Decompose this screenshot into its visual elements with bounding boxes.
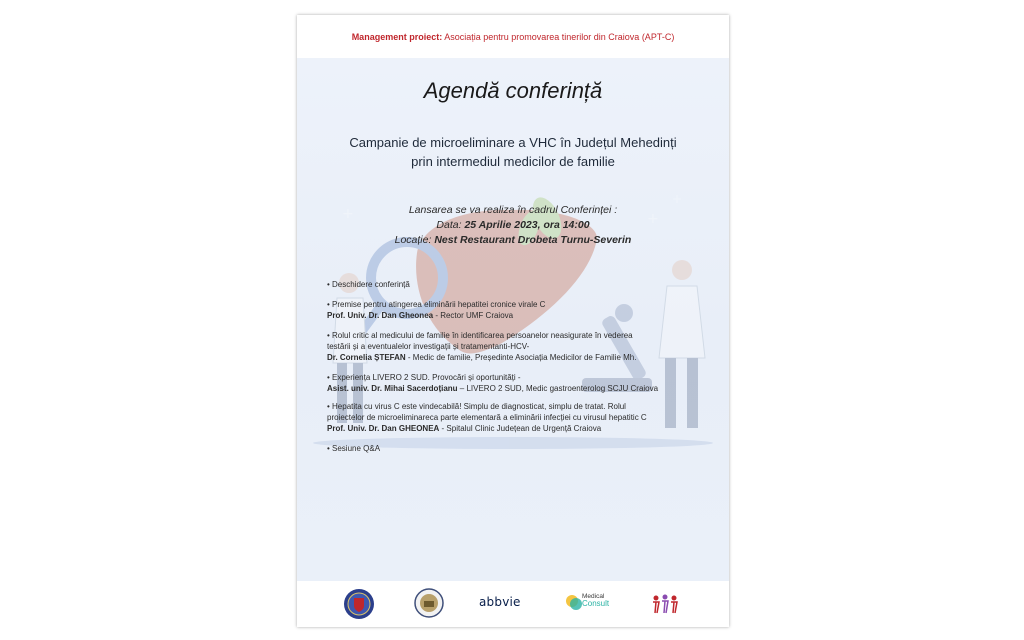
agenda-speaker-line [327, 310, 707, 321]
management-line [297, 32, 729, 42]
speaker-role: - Rector UMF Craiova [433, 311, 514, 320]
abbvie-logo: abbvie [479, 595, 521, 609]
agenda-item-continued: proiectelor de microeliminareca parte elementară a eliminării infecției cu virusul hepatitic C [327, 413, 647, 422]
date-label: Data: [436, 219, 462, 231]
agenda-speaker-line [327, 352, 707, 363]
agenda-speaker-line [327, 423, 707, 434]
location-label: Locație: [394, 234, 432, 246]
mc-line-1: Medical [582, 593, 605, 600]
location-value: Nest Restaurant Drobeta Turnu-Severin [434, 234, 632, 246]
medical-consult-logo-text [582, 593, 609, 607]
campaign-subtitle [297, 133, 729, 171]
svg-text:+: + [647, 211, 659, 227]
agenda-item: • Deschidere conferință [327, 280, 410, 289]
launch-info [297, 203, 729, 248]
speaker-name: Prof. Univ. Dr. Dan GHEONEA [327, 424, 440, 433]
launch-line: Lansarea se va realiza în cadrul Conferinței : [408, 204, 618, 216]
speaker-role: – LIVERO 2 SUD, Medic gastroenterolog SCJU Craiova [457, 384, 659, 393]
agenda-item: • Experiența LIVERO 2 SUD. Provocări și oportunități - [327, 373, 521, 382]
agenda-list [327, 279, 707, 454]
speaker-role: - Spitalul Clinic Județean de Urgență Craiova [439, 424, 602, 433]
agenda-item-continued: testării și a eventualelor investigații și tratamentanti-HCV- [327, 342, 530, 351]
date-line [297, 218, 729, 233]
agenda-item: • Rolul critic al medicului de familie în identificarea persoanelor neasigurate în vederea [327, 331, 633, 340]
subtitle-line-1: Campanie de microeliminare a VHC în Județul Mehedinți [349, 135, 677, 150]
hospital-seal-logo-icon [414, 587, 444, 619]
management-label: Management proiect: [351, 32, 443, 42]
people-association-logo-icon [651, 593, 679, 615]
medical-consult-logo-icon [565, 593, 583, 613]
speaker-role: - Medic de familie, Președinte Asociația Medicilor de Familie Mh. [405, 353, 637, 362]
umf-shield-logo-icon [343, 588, 375, 620]
svg-text:+: + [342, 206, 354, 222]
management-value: Asociația pentru promovarea tinerilor din Craiova (APT-C) [444, 32, 675, 42]
date-value: 25 Aprilie 2023, ora 14:00 [464, 219, 590, 231]
agenda-item: • Sesiune Q&A [327, 444, 381, 453]
agenda-item: • Premise pentru atingerea eliminării hepatitei cronice virale C [327, 300, 546, 309]
sponsor-footer [297, 581, 729, 627]
location-line [297, 233, 729, 248]
speaker-name: Dr. Cornelia ȘTEFAN [327, 353, 406, 362]
speaker-name: Prof. Univ. Dr. Dan Gheonea [327, 311, 434, 320]
subtitle-line-2: prin intermediul medicilor de familie [411, 154, 615, 169]
mc-line-2: Consult [582, 599, 610, 608]
conference-flyer [297, 15, 729, 627]
svg-text:+: + [672, 192, 683, 206]
agenda-speaker-line [327, 383, 707, 394]
header-band [297, 15, 729, 58]
agenda-item: • Hepatita cu virus C este vindecabilă! Simplu de diagnosticat, simplu de tratat. Rolul [327, 402, 626, 411]
page-title: Agendă conferință [423, 78, 603, 103]
speaker-name: Asist. univ. Dr. Mihai Sacerdoțianu [327, 384, 458, 393]
